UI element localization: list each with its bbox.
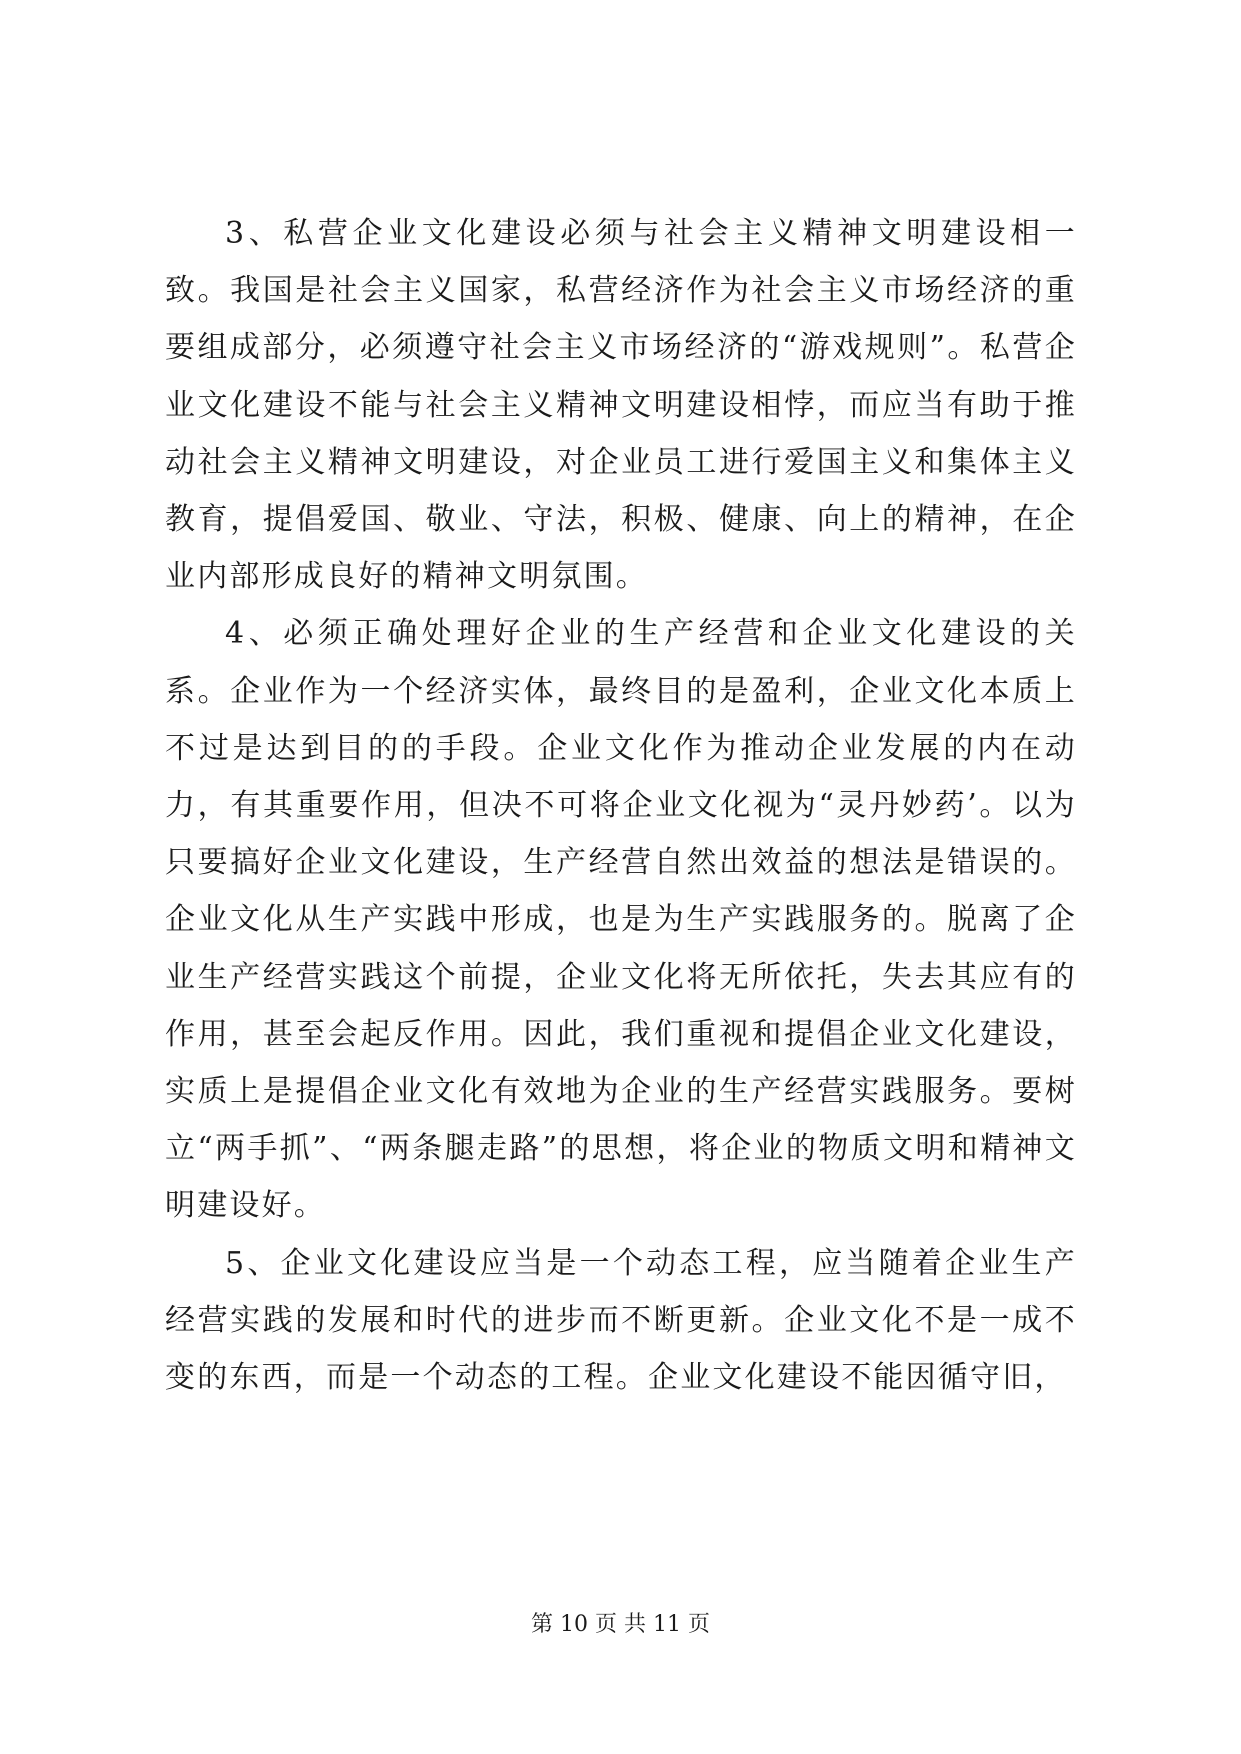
page-number-footer: 第 10 页 共 11 页 xyxy=(531,1612,710,1637)
paragraph-4: 4、必须正确处理好企业的生产经营和企业文化建设的关系。企业作为一个经济实体，最终目的是盈利，企业文化本质上不过是达到目的的手段。企业文化作为推动企业发展的内在动力，有其重要作用，但决不可将企业文化视为“灵丹妙药’。以为只要搞好企业文化建设，生产经营自然出效益的想法是错误的。企业文化从生产实践中形成，也是为生产实践服务的。脱离了企业生产经营实践这个前提，企业文化将无所依托，失去其应有的作用，甚至会起反作用。因此，我们重视和提倡企业文化建设，实质上是提倡企业文化有效地为企业的生产经营实践服务。要树立“两手抓”、“两条腿走路”的思想，将企业的物质文明和精神文明建设好。 xyxy=(165,616,1077,1224)
paragraph-3: 3、私营企业文化建设必须与社会主义精神文明建设相一致。我国是社会主义国家，私营经济作为社会主义市场经济的重要组成部分，必须遵守社会主义市场经济的“游戏规则”。私营企业文化建设不能与社会主义精神文明建设相悖，而应当有助于推动社会主义精神文明建设，对企业员工进行爱国主义和集体主义教育，提倡爱国、敬业、守法，积极、健康、向上的精神，在企业内部形成良好的精神文明氛围。 xyxy=(165,216,1077,595)
document-body xyxy=(165,205,1077,1406)
paragraph-5: 5、企业文化建设应当是一个动态工程，应当随着企业生产经营实践的发展和时代的进步而不断更新。企业文化不是一成不变的东西，而是一个动态的工程。企业文化建设不能因循守旧， xyxy=(165,1245,1077,1396)
